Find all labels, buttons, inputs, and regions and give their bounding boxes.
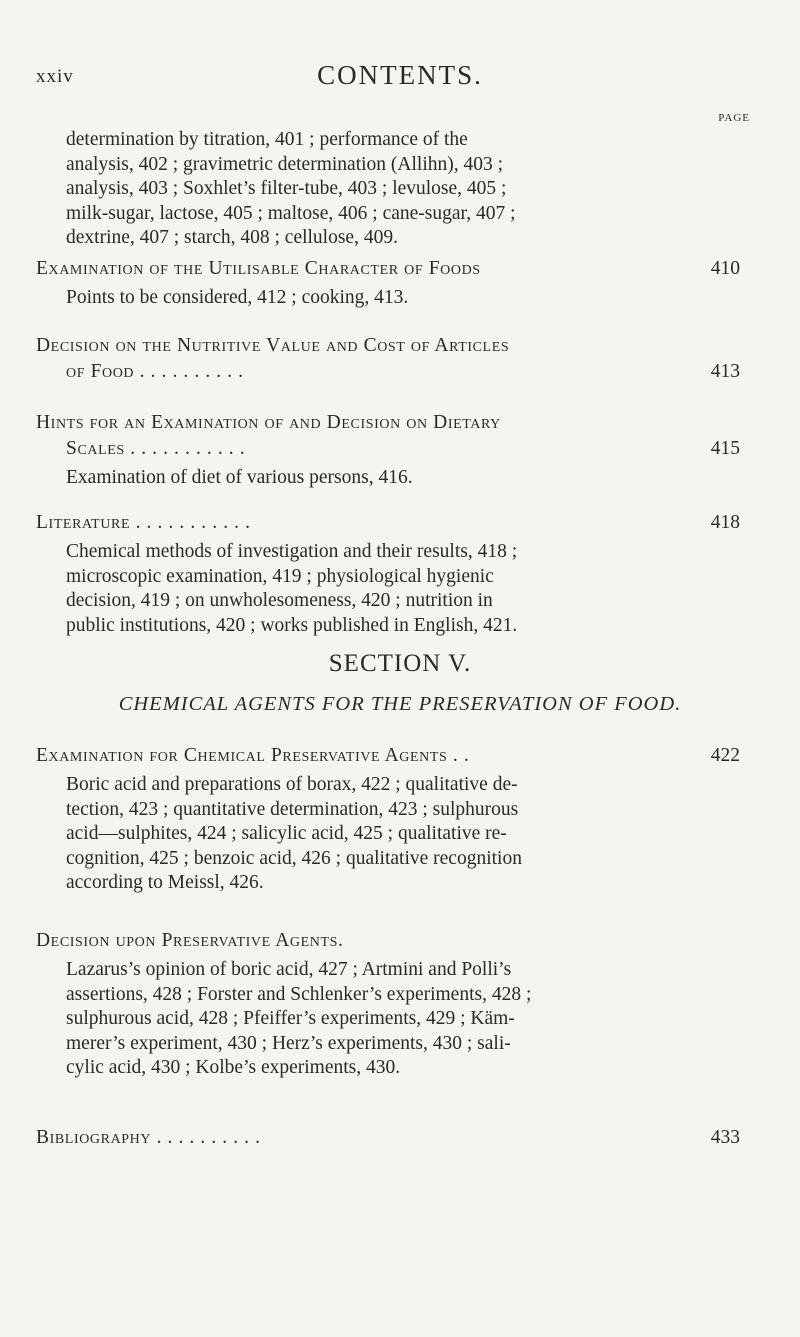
section-heading: SECTION V.	[328, 650, 472, 677]
toc-entry-title-continued: Scales . . . . . . . . . . .	[66, 438, 246, 459]
text-line: acid—sulphites, 424 ; salicylic acid, 425 ; qualitative re-	[66, 823, 507, 844]
text-line: cognition, 425 ; benzoic acid, 426 ; qualitative recognition	[66, 847, 522, 869]
toc-entry-page: 422	[710, 745, 740, 766]
text-line: determination by titration, 401 ; performance of the	[66, 129, 468, 150]
running-head	[0, 60, 800, 90]
toc-entry-decision-preservative-agents[interactable]	[36, 928, 740, 954]
page-number-roman: xxiv	[36, 66, 74, 87]
toc-entry-description	[66, 540, 726, 638]
toc-entry-title: Bibliography . . . . . . . . . .	[36, 1127, 261, 1148]
toc-entry-page: 418	[710, 512, 740, 533]
toc-entry-page: 410	[710, 258, 740, 279]
toc-entry-bibliography[interactable]	[36, 1125, 740, 1151]
toc-entry-literature[interactable]	[36, 510, 740, 536]
toc-entry-title: Decision upon Preservative Agents.	[36, 930, 344, 951]
text-line: assertions, 428 ; Forster and Schlenker’s experiments, 428 ;	[66, 983, 532, 1005]
continuation-paragraph	[66, 128, 726, 251]
text-line: public institutions, 420 ; works published in English, 421.	[66, 614, 518, 636]
text-line: milk-sugar, lactose, 405 ; maltose, 406 ; cane-sugar, 407 ;	[66, 202, 516, 224]
text-line: dextrine, 407 ; starch, 408 ; cellulose, 409.	[66, 227, 398, 248]
toc-entry-utilisable-character[interactable]	[36, 256, 740, 282]
text-line: microscopic examination, 419 ; physiological hygienic	[66, 565, 494, 587]
toc-entry-description: Examination of diet of various persons, 416.	[66, 467, 413, 488]
text-line: according to Meissl, 426.	[66, 872, 264, 893]
text-line: Chemical methods of investigation and their results, 418 ;	[66, 541, 518, 562]
toc-entry-page: 415	[710, 438, 740, 459]
toc-entry-title: Hints for an Examination of and Decision on Dietary	[36, 412, 501, 433]
toc-entry-chemical-preservative-agents[interactable]	[36, 743, 740, 769]
text-line: tection, 423 ; quantitative determination, 423 ; sulphurous	[66, 798, 519, 820]
toc-entry-page: 413	[710, 361, 740, 382]
text-line: cylic acid, 430 ; Kolbe’s experiments, 430.	[66, 1057, 401, 1078]
toc-entry-description	[66, 958, 726, 1081]
text-line: Lazarus’s opinion of boric acid, 427 ; Artmini and Polli’s	[66, 959, 512, 980]
text-line: sulphurous acid, 428 ; Pfeiffer’s experiments, 429 ; Käm-	[66, 1008, 515, 1029]
text-line: merer’s experiment, 430 ; Herz’s experiments, 430 ; sali-	[66, 1032, 511, 1054]
toc-entry-nutritive-value[interactable]	[36, 333, 740, 385]
toc-entry-title: Literature . . . . . . . . . . .	[36, 512, 251, 533]
text-line: analysis, 403 ; Soxhlet’s filter-tube, 403 ; levulose, 405 ;	[66, 178, 507, 199]
toc-entry-title-continued: of Food . . . . . . . . . .	[66, 361, 244, 382]
toc-entry-description: Points to be considered, 412 ; cooking, 413.	[66, 287, 409, 308]
toc-entry-title: Examination for Chemical Preservative Agents . .	[36, 745, 470, 766]
text-line: analysis, 402 ; gravimetric determination (Allihn), 403 ;	[66, 153, 504, 175]
toc-entry-page: 433	[710, 1127, 740, 1148]
page-title: CONTENTS.	[317, 60, 483, 90]
toc-entry-dietary-scales[interactable]	[36, 410, 740, 462]
text-line: decision, 419 ; on unwholesomeness, 420 ; nutrition in	[66, 590, 493, 611]
toc-entry-description	[66, 773, 726, 896]
section-subheading: CHEMICAL AGENTS FOR THE PRESERVATION OF FOOD.	[118, 693, 682, 715]
toc-entry-title: Decision on the Nutritive Value and Cost of Articles	[36, 335, 510, 356]
text-line: Boric acid and preparations of borax, 422 ; qualitative de-	[66, 774, 518, 795]
page-column-label: PAGE	[718, 112, 750, 124]
toc-entry-title: Examination of the Utilisable Character of Foods	[36, 258, 481, 279]
